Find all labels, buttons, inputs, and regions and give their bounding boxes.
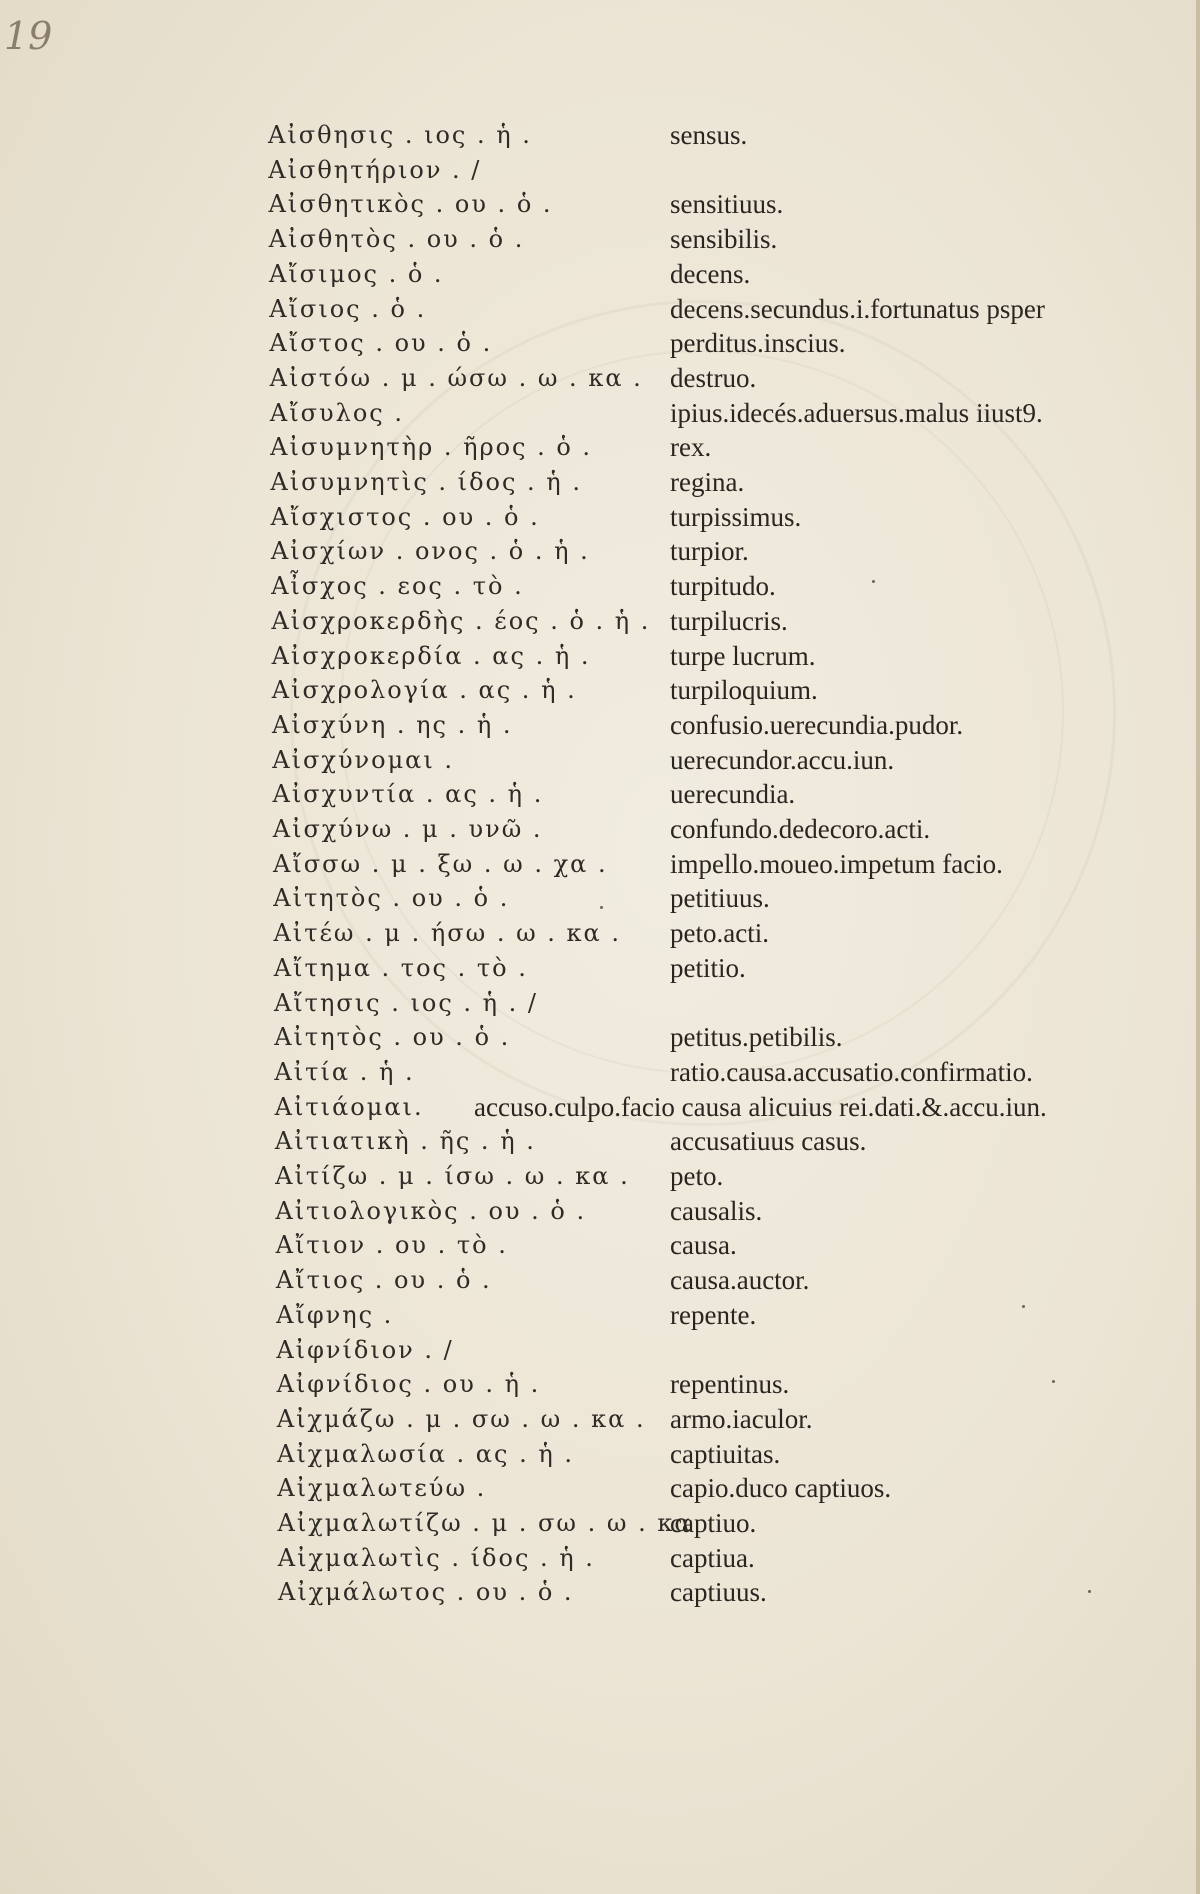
- lexicon-entry: [0, 534, 1200, 568]
- latin-gloss: peto.acti.: [670, 918, 769, 949]
- latin-gloss: causalis.: [670, 1195, 763, 1226]
- greek-headword: Αἰχμάζω . μ . σω . ω . κα .: [276, 1404, 646, 1433]
- lexicon-entry: [0, 1471, 1200, 1505]
- lexicon-entry: [0, 430, 1200, 464]
- lexicon-entry: [0, 118, 1200, 152]
- lexicon-entry: [0, 500, 1200, 534]
- lexicon-entry: [0, 1263, 1200, 1297]
- lexicon-entry: [0, 396, 1200, 430]
- greek-headword: Αἶσχος . εος . τὸ .: [271, 572, 524, 601]
- lexicon-entry: [0, 257, 1200, 291]
- latin-gloss: confundo.dedecoro.acti.: [670, 814, 931, 844]
- lexicon-entry: [0, 1055, 1200, 1089]
- latin-gloss: capio.duco captiuos.: [670, 1473, 892, 1504]
- greek-headword: Αἴσχιστος . ου . ὁ .: [270, 502, 540, 531]
- ink-speck: [872, 580, 875, 583]
- greek-headword: Αἰτία . ἡ .: [274, 1057, 415, 1086]
- greek-headword: Αἰσχύνω . μ . υνῶ .: [272, 815, 543, 843]
- greek-headword: Αἰσθησις . ιος . ἡ .: [268, 121, 532, 149]
- lexicon-entry: [0, 639, 1200, 673]
- ink-speck: [1052, 1380, 1055, 1383]
- latin-gloss: captiuo.: [670, 1508, 757, 1538]
- latin-gloss: causa.: [670, 1230, 737, 1261]
- latin-gloss: confusio.uerecundia.pudor.: [670, 709, 964, 740]
- greek-headword: Αἴστος . ου . ὁ .: [269, 329, 493, 358]
- latin-gloss: ipius.idecés.aduersus.malus iiust9.: [670, 397, 1043, 428]
- latin-gloss: repentinus.: [670, 1369, 790, 1400]
- latin-gloss: turpior.: [670, 536, 749, 567]
- latin-gloss: sensus.: [670, 120, 748, 150]
- greek-headword: Αἰσχύνη . ης . ἡ .: [272, 710, 513, 739]
- latin-gloss: petitus.petibilis.: [670, 1022, 843, 1053]
- ink-speck: [600, 906, 603, 909]
- greek-headword: Αἰσχροκερδὴς . έος . ὁ . ἡ .: [271, 606, 651, 635]
- latin-gloss: sensitiuus.: [670, 189, 784, 220]
- greek-headword: Αἰχμαλωσία . ας . ἡ .: [277, 1439, 574, 1468]
- greek-headword: Αἰτίζω . μ . ίσω . ω . κα .: [275, 1162, 630, 1190]
- latin-gloss: peto.: [670, 1161, 724, 1191]
- greek-headword: Αἴσιμος . ὁ .: [268, 259, 444, 288]
- greek-headword: Αἰχμαλωτὶς . ίδος . ἡ .: [277, 1543, 595, 1572]
- greek-headword: Αἰτιατικὴ . ῆς . ἡ .: [274, 1127, 536, 1156]
- greek-headword: Αἴτησις . ιος . ἡ . /: [273, 988, 538, 1017]
- latin-gloss: uerecundia.: [670, 779, 796, 810]
- latin-gloss: uerecundor.accu.iun.: [670, 744, 895, 775]
- latin-gloss: turpilucris.: [670, 605, 788, 636]
- latin-gloss: destruo.: [670, 362, 757, 393]
- lexicon-entry: [0, 187, 1200, 221]
- greek-headword: Αἰσυμνητὴρ . ῆρος . ὁ .: [270, 433, 593, 462]
- lexicon-entry: [0, 951, 1200, 985]
- greek-headword: Αἰσχυντία . ας . ἡ .: [272, 780, 544, 809]
- latin-gloss: causa.auctor.: [670, 1265, 810, 1296]
- lexicon-entry: [0, 1367, 1200, 1401]
- lexicon-entry: [0, 604, 1200, 638]
- lexicon-entry: [0, 222, 1200, 256]
- lexicon-entry: [0, 1298, 1200, 1332]
- lexicon-entry: [0, 1228, 1200, 1262]
- greek-headword: Αἰσχρολογία . ας . ἡ .: [271, 676, 577, 705]
- latin-gloss: impello.moueo.impetum facio.: [670, 848, 1003, 879]
- ink-speck: [1088, 1590, 1091, 1593]
- lexicon-entry: [0, 569, 1200, 603]
- lexicon-entry: [0, 1575, 1200, 1609]
- lexicon-entry: [0, 465, 1200, 499]
- greek-headword: Αἴτιον . ου . τὸ .: [275, 1231, 508, 1260]
- lexicon-entry: [0, 292, 1200, 326]
- lexicon-entry: [0, 1194, 1200, 1228]
- lexicon-entry: [0, 708, 1200, 742]
- latin-gloss: petitiuus.: [670, 883, 770, 914]
- greek-headword: Αἰφνίδιον . /: [276, 1335, 454, 1364]
- latin-gloss: rex.: [670, 432, 712, 463]
- greek-headword: Αἰσχίων . ονος . ὁ . ἡ .: [270, 537, 590, 566]
- latin-gloss: accuso.culpo.facio causa alicuius rei.dati.&.accu.iun.: [474, 1091, 1047, 1122]
- ink-speck: [1022, 1305, 1025, 1308]
- greek-headword: Αἴσιος . ὁ .: [269, 294, 427, 323]
- lexicon-entry: [0, 361, 1200, 395]
- latin-gloss: perditus.inscius.: [670, 328, 846, 359]
- greek-headword: Αἰστόω . μ . ώσω . ω . κα .: [269, 363, 643, 392]
- latin-gloss: regina.: [670, 467, 745, 497]
- folio-number: 19: [4, 14, 53, 58]
- greek-headword: Αἰσχύνομαι .: [272, 745, 455, 774]
- lexicon-entry: [0, 743, 1200, 777]
- greek-headword: Αἰσθητὸς . ου . ὁ .: [268, 225, 525, 254]
- lexicon-entry: [0, 1159, 1200, 1193]
- latin-gloss: turpe lucrum.: [670, 640, 816, 671]
- greek-headword: Αἰτητὸς . ου . ὁ .: [274, 1023, 511, 1052]
- latin-gloss: repente.: [670, 1299, 757, 1330]
- lexicon-entry: [0, 881, 1200, 915]
- greek-headword: Αἰσθητήριον . /: [268, 155, 482, 184]
- lexicon-entry: [0, 673, 1200, 707]
- greek-headword: Αἰτιολογικὸς . ου . ὁ .: [275, 1196, 587, 1225]
- greek-headword: Αἴσυλος .: [269, 398, 404, 427]
- latin-gloss: turpissimus.: [670, 501, 802, 532]
- lexicon-entry: [0, 1090, 1200, 1124]
- greek-headword: Αἴφνης .: [276, 1300, 394, 1329]
- lexicon-entry: [0, 986, 1200, 1020]
- latin-gloss: turpitudo.: [670, 571, 776, 602]
- latin-gloss: armo.iaculor.: [670, 1403, 813, 1434]
- greek-headword: Αἰτέω . μ . ήσω . ω . κα .: [273, 919, 622, 948]
- latin-gloss: ratio.causa.accusatio.confirmatio.: [670, 1056, 1033, 1087]
- greek-headword: Αἰσυμνητὶς . ίδος . ἡ .: [270, 468, 582, 496]
- latin-gloss: accusatiuus casus.: [670, 1126, 867, 1157]
- lexicon-entry: [0, 1020, 1200, 1054]
- greek-headword: Αἰχμάλωτος . ου . ὁ .: [278, 1578, 574, 1607]
- greek-headword: Αἰχμαλωτεύω .: [277, 1474, 487, 1503]
- greek-headword: Αἰχμαλωτίζω . μ . σω . ω . κα: [277, 1509, 693, 1537]
- greek-headword: Αἰτητὸς . ου . ὁ .: [273, 884, 510, 913]
- latin-gloss: turpiloquium.: [670, 675, 818, 706]
- greek-headword: Αἴσσω . μ . ξω . ω . χα .: [273, 849, 608, 878]
- latin-gloss: decens.secundus.i.fortunatus psper: [670, 293, 1045, 324]
- greek-headword: Αἰφνίδιος . ου . ἡ .: [276, 1370, 541, 1399]
- lexicon-entry: [0, 1333, 1200, 1367]
- lexicon-entry: [0, 1437, 1200, 1471]
- lexicon-entry: [0, 847, 1200, 881]
- lexicon-entry: [0, 1506, 1200, 1540]
- greek-headword: Αἰσθητικὸς . ου . ὁ .: [268, 190, 553, 219]
- greek-headword: Αἰσχροκερδία . ας . ἡ .: [271, 641, 591, 670]
- lexicon-entry: [0, 1541, 1200, 1575]
- lexicon-entry: [0, 326, 1200, 360]
- greek-headword: Αἴτιος . ου . ὁ .: [275, 1266, 492, 1295]
- lexicon-entry: [0, 812, 1200, 846]
- latin-gloss: decens.: [670, 258, 751, 289]
- latin-gloss: captiuus.: [670, 1577, 767, 1608]
- latin-gloss: sensibilis.: [670, 224, 778, 255]
- lexicon-entry: [0, 153, 1200, 187]
- lexicon-entry: [0, 1402, 1200, 1436]
- latin-gloss: captiua.: [670, 1542, 755, 1573]
- lexicon-entry: [0, 916, 1200, 950]
- lexicon-entry: [0, 1124, 1200, 1158]
- greek-headword: Αἴτημα . τος . τὸ .: [273, 953, 528, 982]
- lexicon-entry: [0, 777, 1200, 811]
- latin-gloss: petitio.: [670, 952, 746, 983]
- greek-headword: Αἰτιάομαι.: [274, 1092, 424, 1121]
- latin-gloss: captiuitas.: [670, 1438, 781, 1469]
